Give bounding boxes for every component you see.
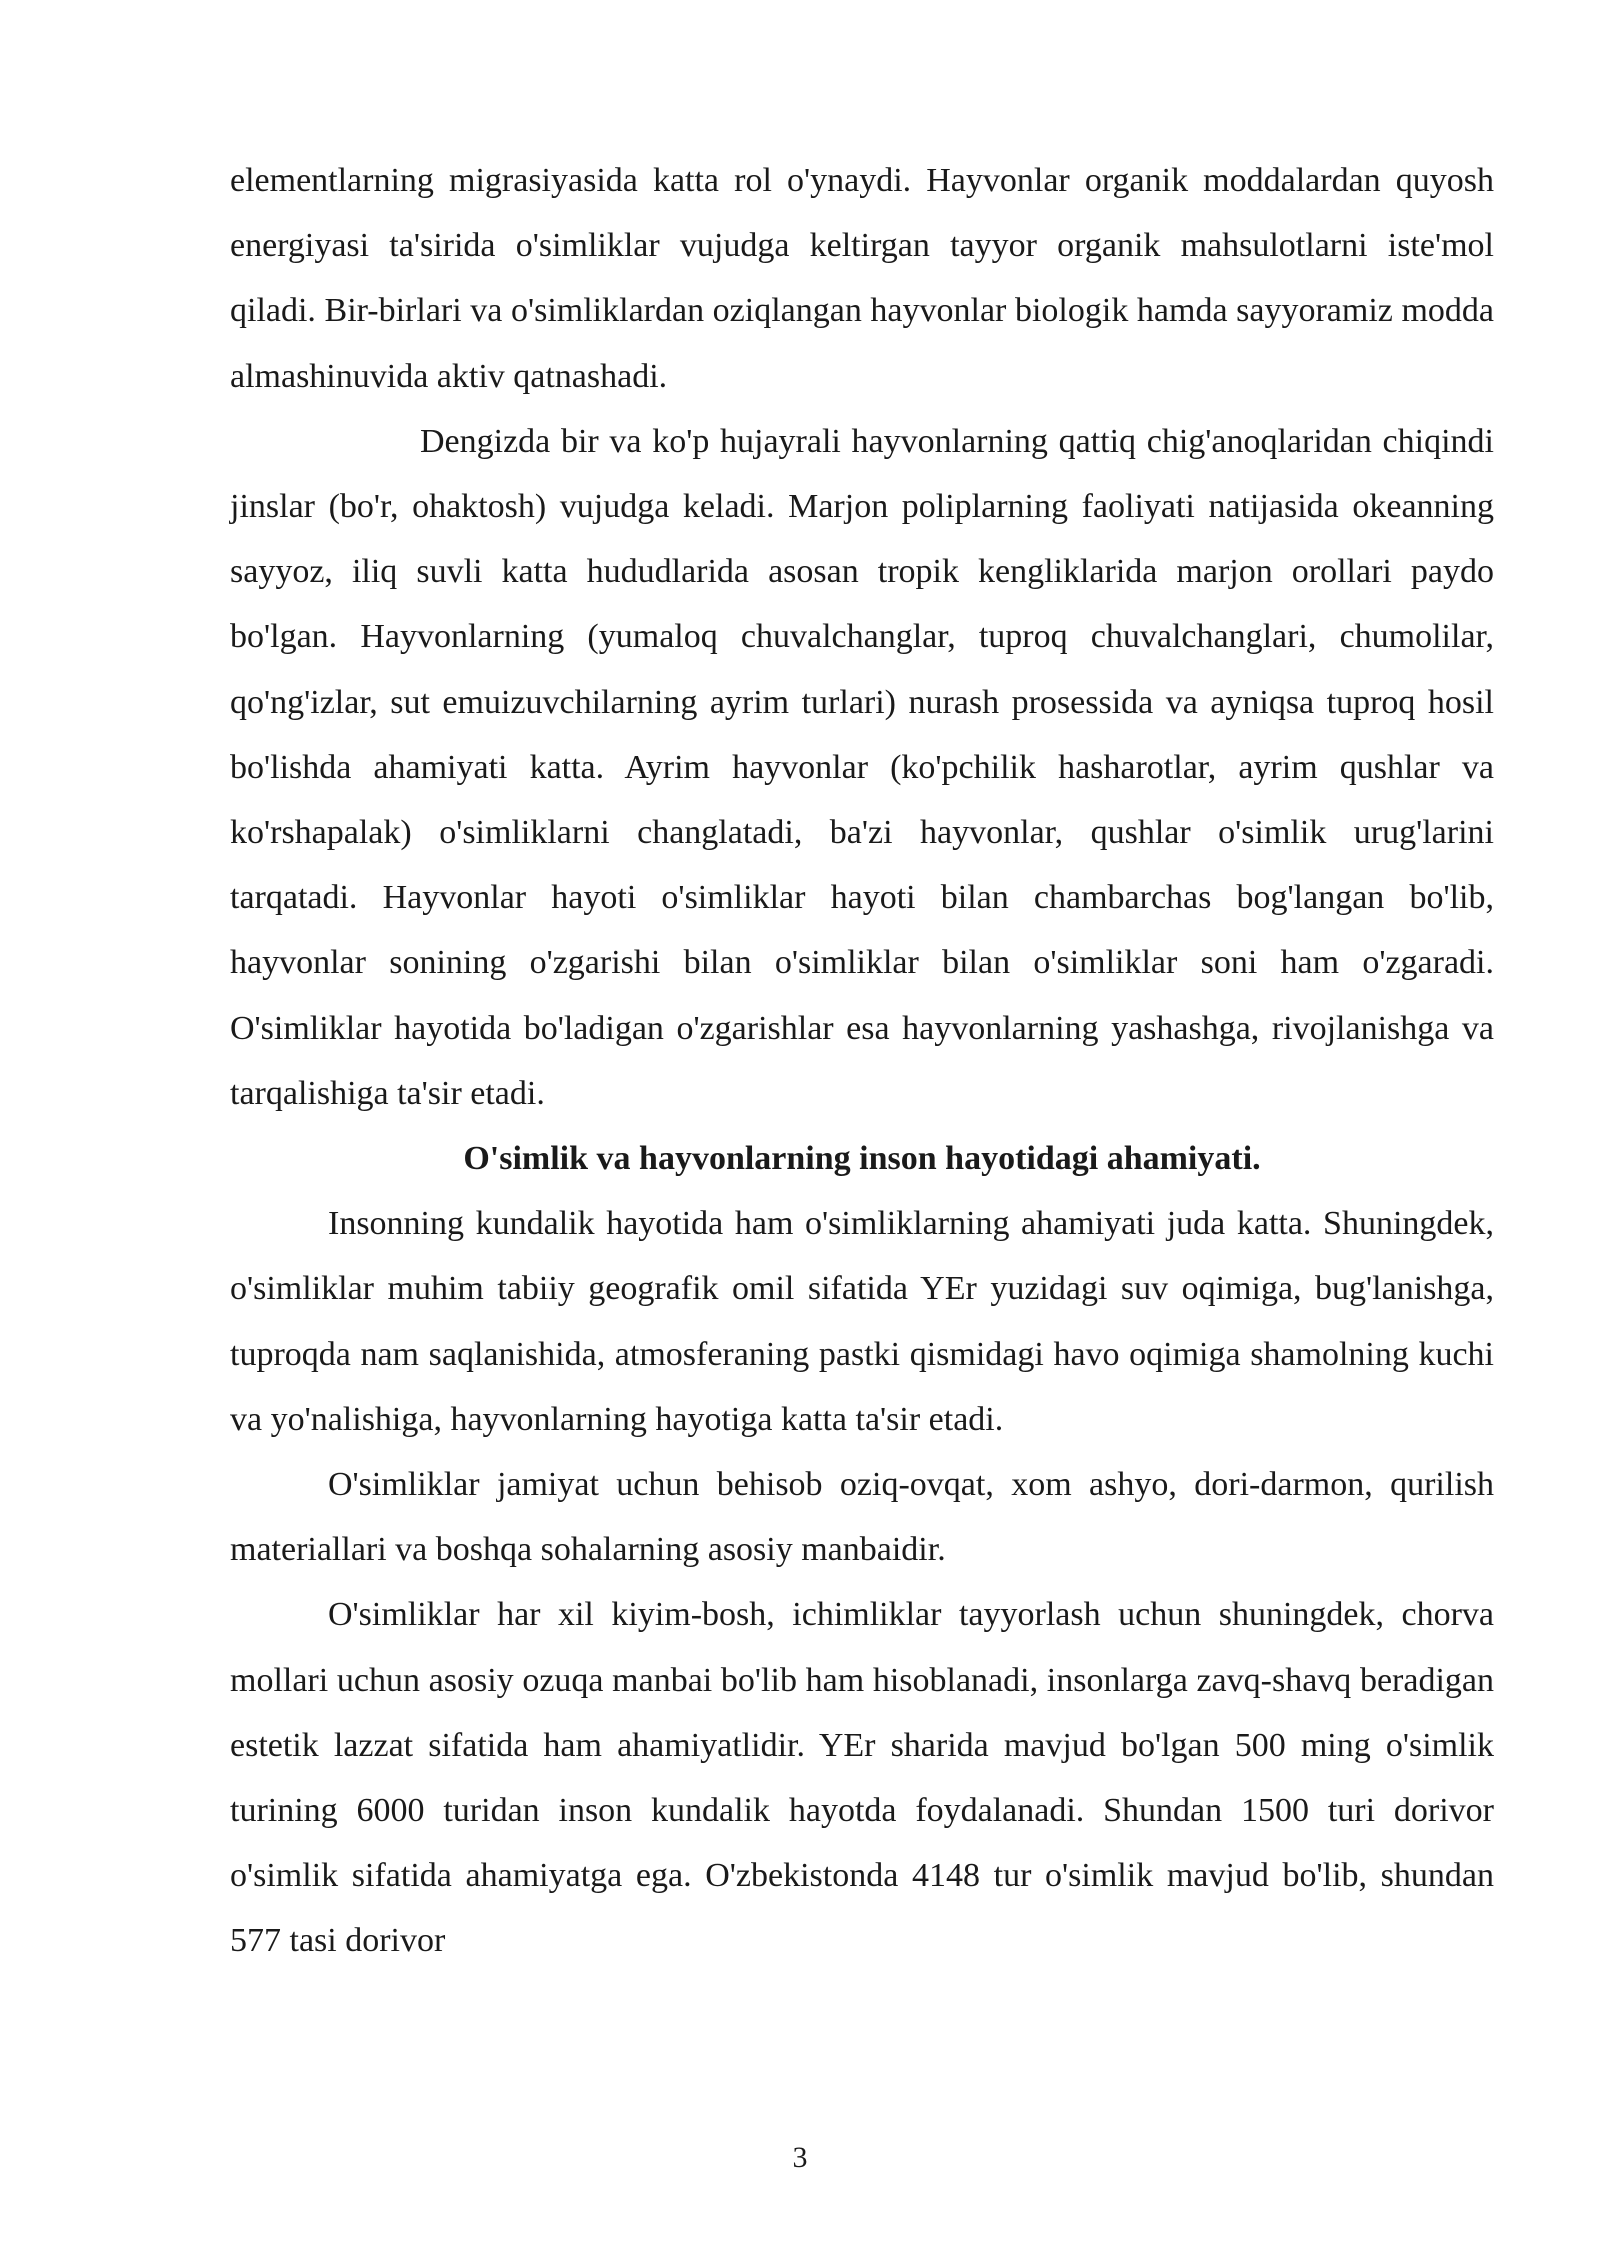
section-heading: O'simlik va hayvonlarning inson hayotidagi ahamiyati. [463,1140,1261,1178]
paragraph: O'simliklar jamiyat uchun behisob oziq-ovqat, xom ashyo, dori-darmon, qurilish materiallari va boshqa sohalarning asosiy manbaidir. [230,1466,1494,1569]
paragraph: elementlarning migrasiyasida katta rol o'ynaydi. Hayvonlar organik moddalardan quyosh energiyasi ta'sirida o'simliklar vujudga keltirgan tayyor organik mahsulotlarni iste'mol qiladi. Bir-birlari va o'simliklardan oziqlangan hayvonlar biologik hamda sayyoramiz modda almashinuvida aktiv qatnashadi. [230,162,1494,395]
paragraph: Insonning kundalik hayotida ham o'simliklarning ahamiyati juda katta. Shuningdek, o'simliklar muhim tabiiy geografik omil sifatida YEr yuzidagi suv oqimiga, bug'lanishga, tuproqda nam saqlanishida, atmosferaning pastki qismidagi havo oqimiga shamolning kuchi va yo'nalishiga, hayvonlarning hayotiga katta ta'sir etadi. [230,1205,1494,1438]
page-number: 3 [792,2141,808,2174]
document-page [230,148,1494,1974]
paragraph: Dengizda bir va ko'p hujayrali hayvonlarning qattiq chig'anoqlaridan chiqindi jinslar (bo'r, ohaktosh) vujudga keladi. Marjon poliplarning faoliyati natijasida okeanning sayyoz, iliq suvli katta hududlarida asosan tropik kengliklarida marjon orollari paydo bo'lgan. Hayvonlarning (yumaloq chuvalchanglar, tuproq chuvalchanglari, chumolilar, qo'ng'izlar, sut emuizuvchilarning ayrim turlari) nurash prosessida va ayniqsa tuproq hosil bo'lishda ahamiyati katta. Ayrim hayvonlar (ko'pchilik hasharotlar, ayrim qushlar va ko'rshapalak) o'simliklarni changlatadi, ba'zi hayvonlar, qushlar o'simlik urug'larini tarqatadi. Hayvonlar hayoti o'simliklar hayoti bilan chambarchas bog'langan bo'lib, hayvonlar sonining o'zgarishi bilan o'simliklar bilan o'simliklar soni ham o'zgaradi. O'simliklar hayotida bo'ladigan o'zgarishlar esa hayvonlarning yashashga, rivojlanishga va tarqalishiga ta'sir etadi. [230,422,1494,1112]
paragraph: O'simliklar har xil kiyim-bosh, ichimliklar tayyorlash uchun shuningdek, chorva mollari uchun asosiy ozuqa manbai bo'lib ham hisoblanadi, insonlarga zavq-shavq beradigan estetik lazzat sifatida ham ahamiyatlidir. YEr sharida mavjud bo'lgan 500 ming o'simlik turining 6000 turidan inson kundalik hayotda foydalanadi. Shundan 1500 turi dorivor o'simlik sifatida ahamiyatga ega. O'zbekistonda 4148 tur o'simlik mavjud bo'lib, shundan 577 tasi dorivor [230,1596,1494,1960]
